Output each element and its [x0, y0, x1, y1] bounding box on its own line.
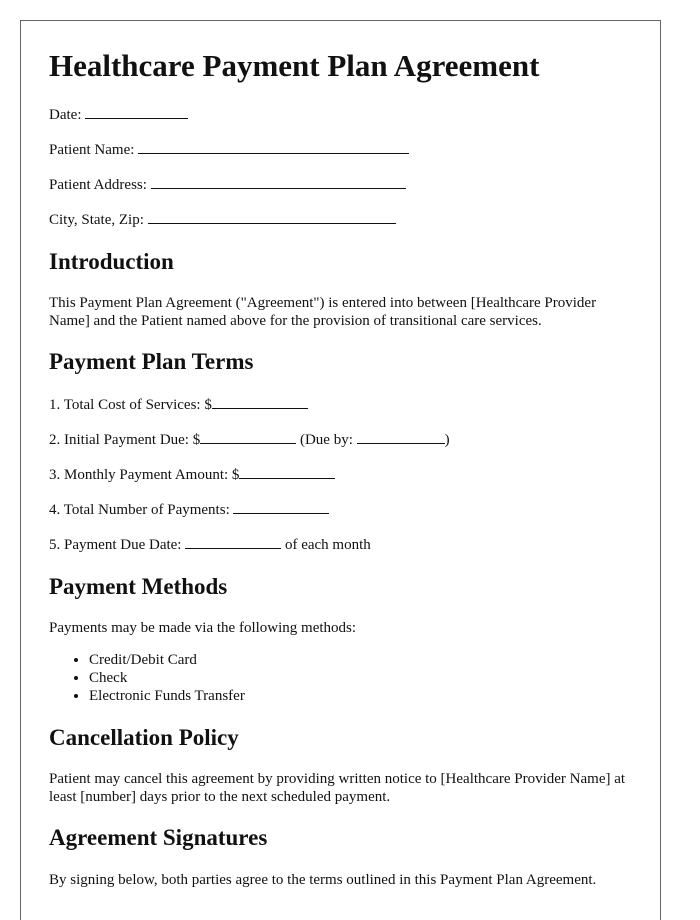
- introduction-heading: Introduction: [49, 248, 174, 274]
- signatures-text: By signing below, both parties agree to the terms outlined in this Payment Plan Agreement.: [49, 871, 597, 888]
- number-payments-blank[interactable]: [233, 500, 329, 514]
- signatures-section: [49, 825, 632, 888]
- term-initial-payment-label: 2. Initial Payment Due: $: [49, 431, 201, 448]
- payment-methods-intro: Payments may be made via the following methods:: [49, 619, 357, 636]
- payment-terms-section: [49, 349, 632, 553]
- term-initial-payment: [49, 430, 632, 449]
- term-due-by-close: ): [444, 431, 450, 448]
- total-cost-blank[interactable]: [212, 395, 308, 409]
- term-total-cost-label: 1. Total Cost of Services: $: [49, 396, 212, 413]
- patient-address-blank[interactable]: [151, 175, 406, 189]
- term-due-date-label: 5. Payment Due Date:: [49, 536, 182, 553]
- patient-name-field: [49, 140, 632, 159]
- city-state-zip-blank[interactable]: [148, 210, 396, 224]
- payment-methods-heading: Payment Methods: [49, 573, 228, 599]
- patient-address-label: Patient Address:: [49, 176, 147, 193]
- due-by-blank[interactable]: [357, 430, 445, 444]
- introduction-section: [49, 249, 632, 330]
- term-total-cost: [49, 395, 632, 414]
- cancellation-section: [49, 725, 632, 806]
- payment-methods-list: [49, 651, 632, 705]
- term-monthly-payment: [49, 465, 632, 484]
- cancellation-text: Patient may cancel this agreement by providing written notice to [Healthcare Provider Name] at least [number] days prior to the next scheduled payment.: [49, 771, 626, 806]
- cancellation-heading: Cancellation Policy: [49, 724, 239, 750]
- monthly-payment-blank[interactable]: [239, 465, 335, 479]
- due-date-blank[interactable]: [185, 535, 281, 549]
- term-due-date-suffix: of each month: [284, 536, 371, 553]
- term-number-payments-label: 4. Total Number of Payments:: [49, 501, 230, 518]
- document-title: Healthcare Payment Plan Agreement: [49, 48, 540, 83]
- term-due-date: [49, 535, 632, 554]
- term-due-by-label: (Due by:: [299, 431, 353, 448]
- payment-methods-section: [49, 574, 632, 705]
- patient-name-blank[interactable]: [138, 140, 409, 154]
- term-monthly-payment-label: 3. Monthly Payment Amount: $: [49, 466, 240, 483]
- payment-terms-heading: Payment Plan Terms: [49, 349, 254, 375]
- list-item: • Check: [89, 669, 632, 687]
- patient-address-field: [49, 175, 632, 194]
- agreement-document: [20, 20, 661, 920]
- term-number-payments: [49, 500, 632, 519]
- city-state-zip-field: [49, 210, 632, 229]
- city-state-zip-label: City, State, Zip:: [49, 211, 144, 228]
- introduction-text: This Payment Plan Agreement ("Agreement") is entered into between [Healthcare Provider Name] and the Patient named above for the provision of transitional care services.: [49, 295, 597, 330]
- list-item: • Credit/Debit Card: [89, 651, 632, 669]
- list-item: • Electronic Funds Transfer: [89, 687, 632, 705]
- date-label: Date:: [49, 106, 82, 123]
- patient-name-label: Patient Name:: [49, 141, 135, 158]
- initial-payment-blank[interactable]: [200, 430, 296, 444]
- date-field: [49, 105, 632, 124]
- signatures-heading: Agreement Signatures: [49, 825, 268, 851]
- date-blank[interactable]: [85, 105, 188, 119]
